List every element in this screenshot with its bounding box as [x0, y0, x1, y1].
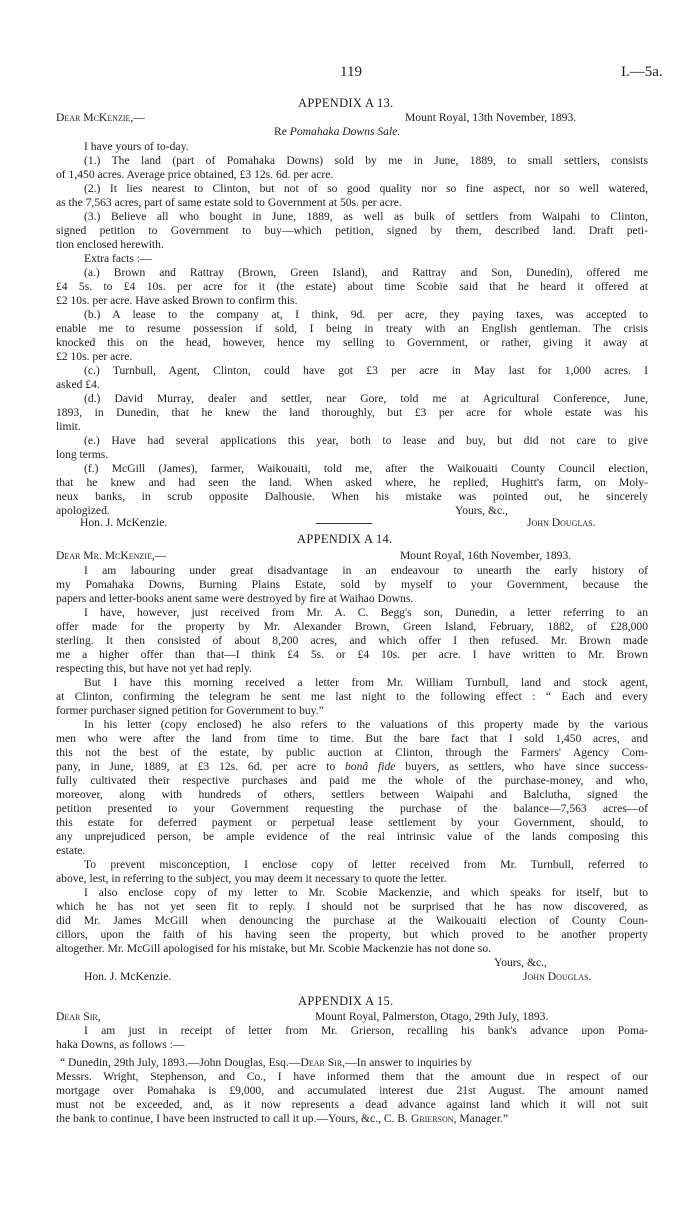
a13-line: tion enclosed herewith. — [56, 238, 164, 251]
a14-line: I am labouring under great disadvantage in an endeavour to unearth the early history of — [84, 564, 648, 577]
a14-line: did Mr. James McGill when denouncing the purchase at the Waikouaiti election of County Coun- — [56, 914, 648, 927]
a14-line: at Clinton, confirming the telegram he sent me last night to the following effect : “ Each and every — [56, 690, 648, 703]
a14-line-part: pany, in June, 1889, at £3 12s. 6d. per acre to — [56, 760, 345, 773]
a14-line: men who were after the land from time to time. But the bare fact that I sold 1,450 acres, and — [56, 732, 648, 745]
a14-line: I have, however, just received from Mr. A. C. Begg's son, Dunedin, a letter referring to an — [84, 606, 648, 619]
appendix-a14-heading: APPENDIX A 14. — [297, 532, 393, 546]
a14-line: cillors, upon the faith of his having seen the property, but which proved to be another property — [56, 928, 648, 941]
a15-line-part: “ Dunedin, 29th July, 1893.—John Douglas, Esq.— — [60, 1056, 301, 1069]
a13-line: limit. — [56, 420, 81, 433]
a14-line: fully cultivated their respective purchases and paid me the whole of the purchase-money, and who, — [56, 774, 648, 787]
a13-addressee: Hon. J. McKenzie. — [80, 516, 168, 529]
a14-line: former purchaser signed petition for Government to buy.” — [56, 704, 324, 717]
a13-line: Extra facts :— — [84, 252, 152, 265]
a15-line: I am just in receipt of letter from Mr. Grierson, recalling his bank's advance upon Poma- — [84, 1024, 648, 1037]
a13-line: asked £4. — [56, 378, 100, 391]
a13-line: £2 10s. per acre. Have asked Brown to confirm this. — [56, 294, 298, 307]
a15-place-date: Mount Royal, Palmerston, Otago, 29th July, 1893. — [315, 1010, 549, 1023]
a14-line: offer made for the property by Mr. Alexander Brown, Green Island, February, 1882, of £28,000 — [56, 620, 648, 633]
a13-line: as the 7,563 acres, part of same estate sold to Government at 50s. per acre. — [56, 196, 402, 209]
section-divider — [316, 523, 372, 524]
a14-line: papers and letter-books anent same were destroyed by fire at Waihao Downs. — [56, 592, 414, 605]
a14-line: me a higher offer than that—I think £4 5s. or £4 10s. per acre. I have written to Mr. Brown — [56, 648, 648, 661]
appendix-a15-heading: APPENDIX A 15. — [298, 994, 394, 1008]
a13-line: knocked this on the head, however, hence my selling to Government, or rather, giving it away at — [56, 336, 648, 349]
a14-line: moreover, along with hundreds of others, settlers between Waipahi and Balclutha, signed the — [56, 788, 648, 801]
a13-re-label: Re — [274, 125, 290, 138]
a13-place-date: Mount Royal, 13th November, 1893. — [405, 111, 577, 124]
a13-line: (a.) Brown and Rattray (Brown, Green Island), and Rattray and Son, Dunedin), offered me — [84, 266, 648, 279]
a14-addressee: Hon. J. McKenzie. — [84, 970, 172, 983]
a15-line: mortgage over Pomahaka is £9,000, and accumulated interest due 21st August. The amount named — [56, 1084, 648, 1097]
a14-line: respecting this, but have not yet had reply. — [56, 662, 252, 675]
page-number: 119 — [340, 64, 362, 80]
a13-signature: John Douglas. — [527, 516, 596, 529]
a14-line: my Pomahaka Downs, Burning Plains Estate, sold by myself to your Government, because the — [56, 578, 648, 591]
a14-signature: John Douglas. — [523, 970, 592, 983]
a13-line: (c.) Turnbull, Agent, Clinton, could have got £3 per acre in May last for 1,000 acres. I — [84, 364, 648, 377]
a14-line: I also enclose copy of my letter to Mr. Scobie Mackenzie, and which speaks for itself, but to — [84, 886, 648, 899]
a15-line: must not be exceeded, and, as it now represents a dead advance against land which it will not suit — [56, 1098, 648, 1111]
a13-line: neux banks, in scrub opposite Dalhousie. When his mistake was pointed out, he sincerely — [56, 490, 648, 503]
a14-italic-phrase: bonâ fide — [345, 760, 396, 773]
a14-line: above, lest, in referring to the subject, you may deem it necessary to quote the letter. — [56, 872, 447, 885]
a15-manager-name: Grierson — [410, 1112, 454, 1125]
a15-quote-end — [56, 1112, 508, 1126]
a13-line: (2.) It lies nearest to Clinton, but not of so good quality nor so fine aspect, nor so well watered, — [84, 182, 648, 195]
a14-salutation: Dear Mr. McKenzie,— — [56, 549, 167, 562]
a13-line: that he knew and had seen the land. When asked where, he replied, Hughitt's farm, on Moly- — [56, 476, 648, 489]
a14-line-part: buyers, as settlers, who have since success- — [395, 760, 648, 773]
a14-line: altogether. Mr. McGill apologised for his mistake, but Mr. Scobie Mackenzie has not done so. — [56, 942, 492, 955]
a13-line: £2 10s. per acre. — [56, 350, 133, 363]
a13-line: (3.) Believe all who bought in June, 1889, as well as bulk of settlers from Waipahi to Clinton, — [84, 210, 648, 223]
a15-quote-line — [60, 1056, 472, 1070]
a13-re-subject: Pomahaka Downs Sale. — [289, 125, 401, 138]
paper-reference: I.—5a. — [621, 64, 663, 80]
a13-line: long terms. — [56, 448, 109, 461]
a15-quoted-salutation: Dear Sir, — [300, 1056, 346, 1069]
a13-line: £4 5s. to £4 10s. per acre for it (the estate) about time Scobie said that he heard it offered at — [56, 280, 648, 293]
a14-line: In his letter (copy enclosed) he also refers to the valuations of this property made by the various — [84, 718, 648, 731]
a15-line-part: —In answer to inquiries by — [345, 1056, 472, 1069]
a13-line: (e.) Have had several applications this year, both to lease and buy, but did not care to give — [84, 434, 648, 447]
a13-line: 1893, in Dunedin, that he knew the land thoroughly, but £3 per acre for whole estate was his — [56, 406, 648, 419]
a13-line: enable me to resume possession if sold, I being in treaty with an English gentleman. The crisis — [56, 322, 648, 335]
a14-line: To prevent misconception, I enclose copy of letter received from Mr. Turnbull, referred to — [84, 858, 648, 871]
a14-line: this not the best of the estate, by public auction at Clinton, through the Farmers' Agency Com- — [56, 746, 648, 759]
a14-line: this estate for deferred payment or perpetual lease settlement by your Government, should, to — [56, 816, 648, 829]
a14-line: which he has not yet seen fit to reply. I should not be surprised that he has now discovered, as — [56, 900, 648, 913]
appendix-a13-heading: APPENDIX A 13. — [298, 96, 394, 110]
a13-line: (b.) A lease to the company at, I think, 9d. per acre, they paying taxes, was accepted to — [84, 308, 648, 321]
a13-line: (1.) The land (part of Pomahaka Downs) sold by me in June, 1889, to small settlers, consists — [84, 154, 648, 167]
a14-place-date: Mount Royal, 16th November, 1893. — [400, 549, 572, 562]
a14-line: sterling. It then consisted of about 8,200 acres, and which offer I then refused. Mr. Brown made — [56, 634, 648, 647]
a13-re-line — [274, 125, 400, 139]
a14-line: But I have this morning received a letter from Mr. William Turnbull, land and stock agent, — [84, 676, 648, 689]
a15-line-part: the bank to continue, I have been instructed to call it up.—Yours, &c., C. B. — [56, 1112, 411, 1125]
a14-closing: Yours, &c., — [494, 956, 547, 969]
a14-line: petition presented to your Government requesting the purchase of the balance—7,563 acres—of — [56, 802, 648, 815]
a14-line — [56, 760, 648, 774]
a13-line: (d.) David Murray, dealer and settler, near Gore, told me at Agricultural Conference, June, — [84, 392, 648, 405]
a15-salutation: Dear Sir, — [56, 1010, 101, 1023]
a13-line: I have yours of to-day. — [84, 140, 189, 153]
a13-closing: Yours, &c., — [455, 504, 508, 517]
a15-line-part: , Manager.” — [453, 1112, 508, 1125]
a13-line: (f.) McGill (James), farmer, Waikouaiti, told me, after the Waikouaiti County Council election, — [84, 462, 648, 475]
a15-line: Messrs. Wright, Stephenson, and Co., I have informed them that the amount due in respect of our — [56, 1070, 648, 1083]
a13-salutation: Dear McKenzie,— — [56, 111, 145, 124]
a13-line: apologized. — [56, 504, 110, 517]
a13-line: signed petition to Government to buy—which petition, signed by them, described land. Draft peti- — [56, 224, 648, 237]
a14-line: any unprejudiced person, be ample evidence of the real intrinsic value of the lands composing this — [56, 830, 648, 843]
a15-line: haka Downs, as follows :— — [56, 1038, 185, 1051]
a13-line: of 1,450 acres. Average price obtained, £3 12s. 6d. per acre. — [56, 168, 334, 181]
a14-line: estate. — [56, 844, 86, 857]
